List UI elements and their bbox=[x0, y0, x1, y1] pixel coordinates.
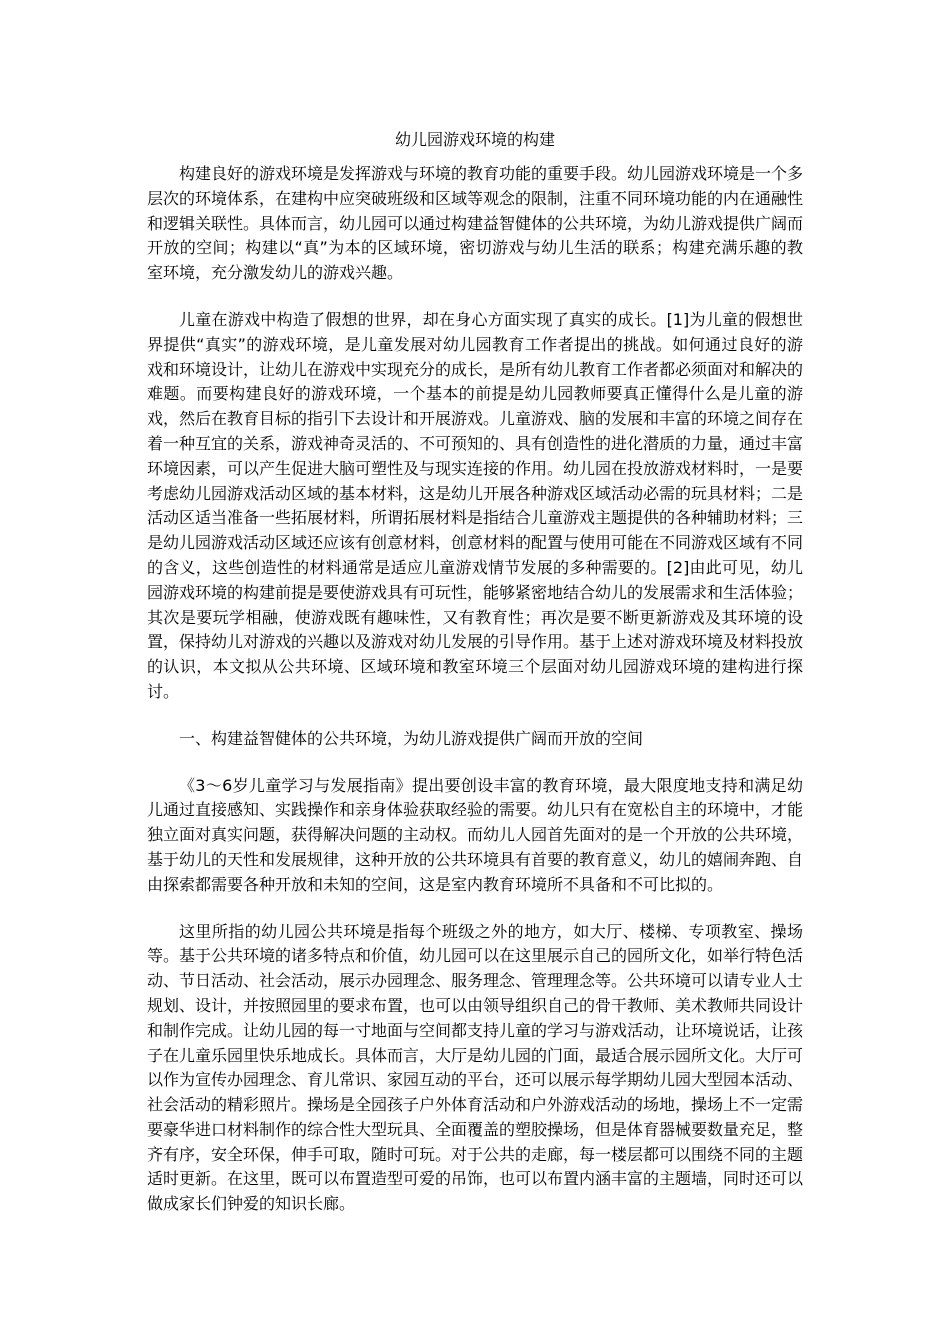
document-title: 幼儿园游戏环境的构建 bbox=[394, 130, 555, 149]
section-heading-1: 一、构建益智健体的公共环境，为幼儿游戏提供广阔而开放的空间 bbox=[179, 728, 644, 748]
paragraph-background: 儿童在游戏中构造了假想的世界，却在身心方面实现了真实的成长。[1]为儿童的假想世界提供“真实”的游戏环境，是儿童发展对幼儿园教育工作者提出的挑战。如何通过良好的游戏和环境设计，让幼儿在游戏中实现充分的成长，是所有幼儿教育工作者都必须面对和解决的难题。而要构建良好的游戏环境，一个基本的前提是幼儿园教师要真正懂得什么是儿童的游戏，然后在教育目标的指引下去设计和开展游戏。儿童游戏、脑的发展和丰富的环境之间存在着一种互宜的关系，游戏神奇灵活的、不可预知的、具有创造性的进化潜质的力量，通过丰富环境因素，可以产生促进大脑可塑性及与现实连接的作用。幼儿园在投放游戏材料时，一是要考虑幼儿园游戏活动区域的基本材料，这是幼儿开展各种游戏区域活动必需的玩具材料；二是活动区适当准备一些拓展材料，所谓拓展材料是指结合儿童游戏主题提供的各种辅助材料；三是幼儿园游戏活动区域还应该有创意材料，创意材料的配置与使用可能在不同游戏区域有不同的含义，这些创造性的材料通常是适应儿童游戏情节发展的多种需要的。[2]由此可见，幼儿园游戏环境的构建前提是要使游戏具有可玩性，能够紧密地结合幼儿的发展需求和生活体验；其次是要玩学相融，使游戏既有趣味性，又有教育性；再次是要不断更新游戏及其环境的设置，保持幼儿对游戏的兴趣以及游戏对幼儿发展的引导作用。基于上述对游戏环境及材料投放的认识，本文拟从公共环境、区域环境和教室环境三个层面对幼儿园游戏环境的建构进行探讨。 bbox=[147, 309, 804, 701]
paragraph-intro: 构建良好的游戏环境是发挥游戏与环境的教育功能的重要手段。幼儿园游戏环境是一个多层次的环境体系，在建构中应突破班级和区域等观念的限制，注重不同环境功能的内在通融性和逻辑关联性。具体而言，幼儿园可以通过构建益智健体的公共环境，为幼儿游戏提供广阔而开放的空间；构建以“真”为本的区域环境，密切游戏与幼儿生活的联系；构建充满乐趣的教室环境，充分激发幼儿的游戏兴趣。 bbox=[147, 164, 804, 283]
document-page bbox=[147, 128, 803, 1239]
paragraph-guideline: 《3～6岁儿童学习与发展指南》提出要创设丰富的教育环境，最大限度地支持和满足幼儿通过直接感知、实践操作和亲身体验获取经验的需要。幼儿只有在宽松自主的环境中，才能独立面对真实问题，获得解决问题的主动权。而幼儿人园首先面对的是一个开放的公共环境，基于幼儿的天性和发展规律，这种开放的公共环境具有首要的教育意义，幼儿的嬉闹奔跑、自由探索都需要各种开放和未知的空间，这是室内教育环境所不具备和不可比拟的。 bbox=[147, 775, 804, 894]
paragraph-public-environment: 这里所指的幼儿园公共环境是指每个班级之外的地方，如大厅、楼梯、专项教室、操场等。基于公共环境的诸多特点和价值，幼儿园可以在这里展示自己的园所文化，如举行特色活动、节日活动、社会活动，展示办园理念、服务理念、管理理念等。公共环境可以请专业人士规划、设计，并按照园里的要求布置，也可以由领导组织自己的骨干教师、美术教师共同设计和制作完成。让幼儿园的每一寸地面与空间都支持儿童的学习与游戏活动，让环境说话，让孩子在儿童乐园里快乐地成长。具体而言，大厅是幼儿园的门面，最适合展示园所文化。大厅可以作为宣传办园理念、育儿常识、家园互动的平台，还可以展示每学期幼儿园大型园本活动、社会活动的精彩照片。操场是全园孩子户外体育活动和户外游戏活动的场地，操场上不一定需要豪华进口材料制作的综合性大型玩具、全面覆盖的塑胶操场，但是体育器械要数量充足，整齐有序，安全环保，伸手可取，随时可玩。对于公共的走廊，每一楼层都可以围绕不同的主题适时更新。在这里，既可以布置造型可爱的吊饰，也可以布置内涵丰富的主题墙，同时还可以做成家长们钟爱的知识长廊。 bbox=[147, 921, 804, 1214]
